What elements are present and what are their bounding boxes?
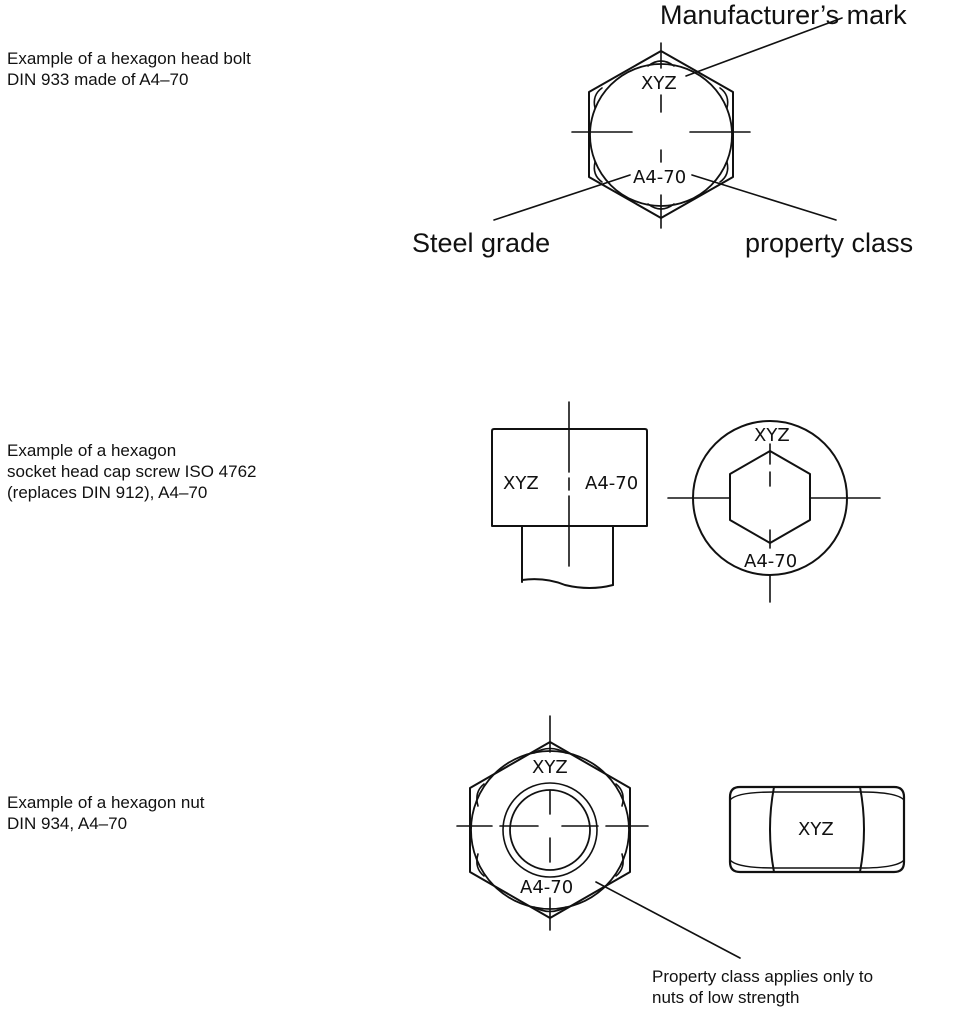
bolt-marking-top: XYZ (641, 73, 677, 94)
property-class-callout: property class (745, 228, 914, 258)
screw-description-line-1: Example of a hexagon (7, 441, 177, 460)
screw-side-marking-left: XYZ (503, 473, 539, 494)
steel-grade-callout: Steel grade (412, 228, 551, 258)
screw-top-drawing (668, 421, 880, 602)
nut-marking-top: XYZ (532, 757, 568, 778)
nut-top-drawing (457, 716, 740, 958)
bolt-head-drawing (494, 18, 842, 228)
screw-description-line-2: socket head cap screw ISO 4762 (7, 462, 257, 481)
nut-side-bottom-chamfer (730, 860, 904, 868)
bolt-description-line-2: DIN 933 made of A4–70 (7, 70, 189, 89)
property-class-leader-line (692, 175, 836, 220)
nut-property-note-line-1: Property class applies only to (652, 967, 874, 986)
nut-side-right-face (860, 787, 864, 872)
screw-break-line (522, 579, 613, 588)
nut-side-marking: XYZ (798, 819, 834, 840)
screw-side-drawing (492, 402, 647, 588)
bolt-marking-bottom: A4-70 (633, 167, 687, 188)
screw-top-marking-bottom: A4-70 (744, 551, 798, 572)
bolt-description-line-1: Example of a hexagon head bolt (7, 49, 251, 68)
nut-marking-bottom: A4-70 (520, 877, 574, 898)
nut-side-top-chamfer (730, 792, 904, 800)
screw-top-marking-top: XYZ (754, 425, 790, 446)
nut-description-line-2: DIN 934, A4–70 (7, 814, 128, 833)
steel-grade-leader-line (494, 175, 630, 220)
nut-side-left-face (770, 787, 774, 872)
nut-note-leader-line (596, 882, 740, 958)
manufacturer-mark-callout: Manufacturer’s mark (660, 0, 907, 30)
screw-description-line-3: (replaces DIN 912), A4–70 (7, 483, 208, 502)
manufacturer-leader-line (686, 18, 842, 76)
nut-property-note-line-2: nuts of low strength (652, 988, 800, 1007)
nut-description-line-1: Example of a hexagon nut (7, 793, 205, 812)
screw-side-marking-right: A4-70 (585, 473, 639, 494)
